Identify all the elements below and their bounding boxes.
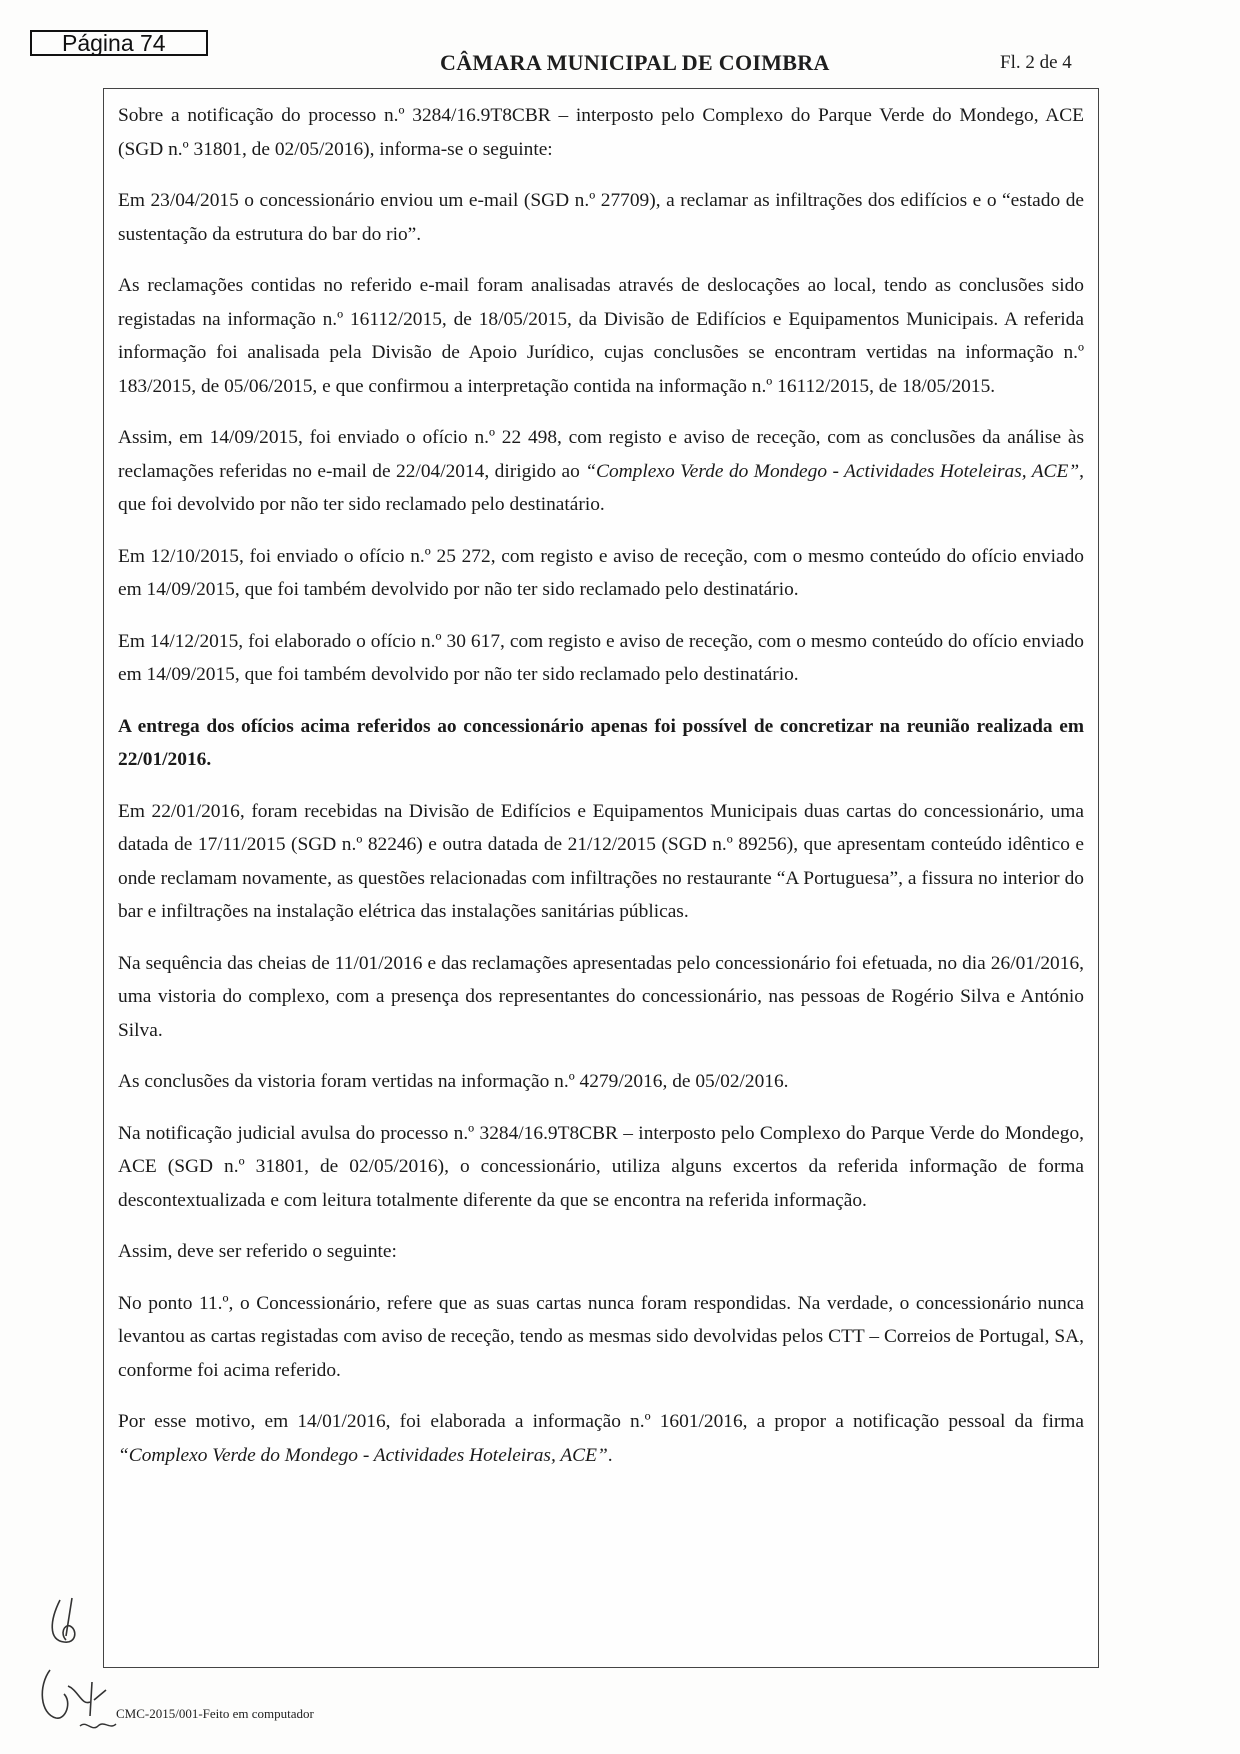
folio-number: Fl. 2 de 4 bbox=[1000, 52, 1072, 73]
header-title: CÂMARA MUNICIPAL DE COIMBRA bbox=[440, 50, 830, 75]
text-run: Na notificação judicial avulsa do processo n.º 3284/16.9T8CBR – interposto pelo Complexo do Parque Verde do Mondego, ACE (SGD n.º 31801, de 02/05/2016), o concessionário, utiliza alguns excertos da referida informação de forma descontextualizada e com leitura totalmente diferente da que se encontra na referida informação. bbox=[118, 1122, 1084, 1211]
text-run: Em 23/04/2015 o concessionário enviou um e-mail (SGD n.º 27709), a reclamar as infiltrações dos edifícios e o “estado de sustentação da estrutura do bar do rio”. bbox=[118, 190, 1084, 245]
text-run: No ponto 11.º, o Concessionário, refere que as suas cartas nunca foram respondidas. Na verdade, o concessionário nunca levantou as cartas registadas com aviso de receção, tendo as mesmas sido devolvidas pelos CTT – Correios de Portugal, SA, conforme foi acima referido. bbox=[118, 1292, 1084, 1381]
paragraph bbox=[118, 1235, 1084, 1269]
paragraph bbox=[118, 1117, 1084, 1218]
text-run: , que foi devolvido por não ter sido reclamado pelo destinatário. bbox=[118, 460, 1084, 515]
text-run: . bbox=[607, 1444, 613, 1466]
text-run: Assim, deve ser referido o seguinte: bbox=[118, 1241, 397, 1262]
paragraph bbox=[118, 421, 1084, 522]
text-run: As reclamações contidas no referido e-mail foram analisadas através de deslocações ao local, tendo as conclusões sido registadas na informação n.º 16112/2015, de 18/05/2015, da Divisão de Edifícios e Equipamentos Municipais. A referida informação foi analisada pela Divisão de Apoio Jurídico, cujas conclusões se encontram vertidas na informação n.º 183/2015, de 05/06/2015, e que confirmou a interpretação contida na informação n.º 16112/2015, de 18/05/2015. bbox=[118, 275, 1084, 397]
text-run: Por esse motivo, em 14/01/2016, foi elaborada a informação n.º 1601/2016, a propor a notificação pessoal da firma bbox=[118, 1411, 1084, 1432]
body-text bbox=[118, 99, 1084, 1490]
paragraph bbox=[118, 795, 1084, 929]
text-run: Assim, em 14/09/2015, foi enviado o ofício n.º 22 498, com registo e aviso de receção, com as conclusões da análise às reclamações referidas no e-mail de 22/04/2014, dirigido ao bbox=[118, 427, 1084, 482]
italic-run: “Complexo Verde do Mondego - Actividades Hoteleiras, ACE” bbox=[118, 1444, 608, 1466]
text-run: Em 22/01/2016, foram recebidas na Divisão de Edifícios e Equipamentos Municipais duas cartas do concessionário, uma datada de 17/11/2015 (SGD n.º 82246) e outra datada de 21/12/2015 (SGD n.º 89256), que apresentam conteúdo idêntico e onde reclamam novamente, as questões relacionadas com infiltrações no restaurante “A Portuguesa”, a fissura no interior do bar e infiltrações na instalação elétrica das instalações sanitárias públicas. bbox=[118, 800, 1084, 922]
paragraph bbox=[118, 1287, 1084, 1388]
text-run: Em 14/12/2015, foi elaborado o ofício n.º 30 617, com registo e aviso de receção, com o mesmo conteúdo do ofício enviado em 14/09/2015, que foi também devolvido por não ter sido reclamado pelo destinatário. bbox=[118, 630, 1084, 685]
italic-run: “Complexo Verde do Mondego - Actividades Hoteleiras, ACE” bbox=[585, 460, 1080, 482]
paragraph bbox=[118, 540, 1084, 607]
paragraph bbox=[118, 1065, 1084, 1099]
paragraph bbox=[118, 184, 1084, 251]
text-run: As conclusões da vistoria foram vertidas na informação n.º 4279/2016, de 05/02/2016. bbox=[118, 1071, 789, 1092]
bold-run: A entrega dos ofícios acima referidos ao concessionário apenas foi possível de concretizar na reunião realizada em 22/01/2016. bbox=[118, 715, 1084, 770]
text-run: Na sequência das cheias de 11/01/2016 e das reclamações apresentadas pelo concessionário foi efetuada, no dia 26/01/2016, uma vistoria do complexo, com a presença dos representantes do concessionário, nas pessoas de Rogério Silva e António Silva. bbox=[118, 952, 1084, 1041]
paragraph bbox=[118, 1405, 1084, 1472]
handwritten-initials bbox=[20, 1590, 130, 1750]
page-number-label: Página 74 bbox=[30, 30, 208, 56]
paragraph bbox=[118, 947, 1084, 1048]
paragraph bbox=[118, 99, 1084, 166]
paragraph bbox=[118, 269, 1084, 403]
paragraph bbox=[118, 710, 1084, 777]
paragraph bbox=[118, 625, 1084, 692]
text-run: Em 12/10/2015, foi enviado o ofício n.º 25 272, com registo e aviso de receção, com o mesmo conteúdo do ofício enviado em 14/09/2015, que foi também devolvido por não ter sido reclamado pelo destinatário. bbox=[118, 545, 1084, 600]
footer-code: CMC-2015/001-Feito em computador bbox=[116, 1706, 314, 1721]
body-frame bbox=[103, 88, 1099, 1668]
text-run: Sobre a notificação do processo n.º 3284/16.9T8CBR – interposto pelo Complexo do Parque Verde do Mondego, ACE (SGD n.º 31801, de 02/05/2016), informa-se o seguinte: bbox=[118, 105, 1084, 160]
